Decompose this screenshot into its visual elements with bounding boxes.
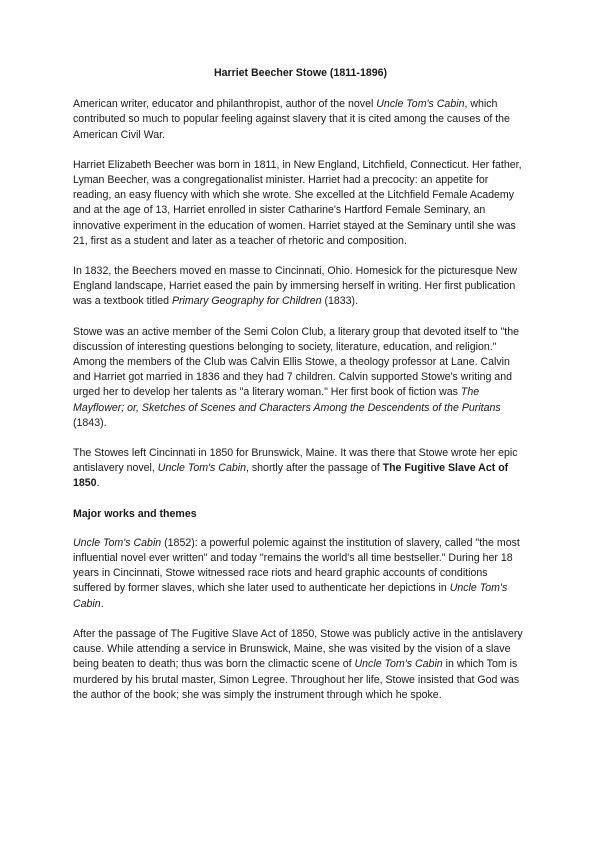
brunswick-paragraph <box>73 446 528 492</box>
club-text-2: (1843). <box>73 416 107 429</box>
biography-paragraph: Harriet Elizabeth Beecher was born in 1811, in New England, Litchfield, Connecticut. Her father, Lyman Beecher, was a congregationalist minister. Harriet had a precocity: an appetite for reading, an easy fluency with which she wrote. She excelled at the Litchfield Female Academy and at the age of 13, Harriet enrolled in sister Catharine's Hartford Female Seminary, an innovative experiment in the education of women. Harriet stayed at the Seminary until she was 21, first as a student and later as a teacher of rhetoric and composition. <box>73 158 522 247</box>
works-text-2: . <box>100 597 104 610</box>
mayflower-title: The Mayflower; or, Sketches of Scenes and Characters Among the Descendents of the Puritans <box>73 386 501 414</box>
cincinnati-text-1: In 1832, the Beechers moved en masse to Cincinnati, Ohio. Homesick for the picturesque New England landscape, Harriet eased the pain by immersing herself in writing. Her first publication was a textbook titled <box>73 265 517 308</box>
semi-colon-club-paragraph <box>73 325 528 431</box>
intro-text-1: American writer, educator and philanthropist, author of the novel <box>73 98 377 111</box>
brunswick-book-title: Uncle Tom's Cabin <box>157 462 246 475</box>
club-text-1: Stowe was an active member of the Semi Colon Club, a literary group that devoted itself to "the discussion of interesting questions belonging to society, literature, education, and religion." Among the members of the Club was Calvin Ellis Stowe, a theology professor at Lane. Calvin and Harriet got married in 1836 and they had 7 children. Calvin supported Stowe's writing and urged her to develop her talents as "a literary woman." Her first book of fiction was <box>73 325 519 399</box>
brunswick-text-1: The Stowes left Cincinnati in 1850 for Brunswick, Maine. It was there that Stowe wrote her epic antislavery novel, <box>73 447 518 475</box>
intro-text-2: , which contributed so much to popular feeling against slavery that it is cited among the causes of the American Civil War. <box>73 98 510 141</box>
textbook-title: Primary Geography for Children <box>171 295 322 308</box>
works-text-1: (1852): a powerful polemic against the institution of slavery, called "the most influential novel ever written" and today "remains the world's all time bestseller." During her 18 years in Cincinnati, Stowe witnessed race riots and heard graphic accounts of conditions suffered by former slaves, which she later used to authenticate her depictions in <box>73 536 520 595</box>
fugitive-slave-act: The Fugitive Slave Act of 1850 <box>73 462 509 490</box>
section-heading: Major works and themes <box>73 507 197 520</box>
cincinnati-paragraph <box>73 264 528 310</box>
antislavery-book-title: Uncle Tom's Cabin <box>354 658 443 671</box>
brunswick-text-2: , shortly after the passage of <box>245 462 383 475</box>
antislavery-text-1: After the passage of The Fugitive Slave Act of 1850, Stowe was publicly active in the antislavery cause. While attending a service in Brunswick, Maine, she was visited by the vision of a slave being beaten to death; thus was born the climactic scene of <box>73 627 523 671</box>
intro-paragraph <box>73 97 528 143</box>
cincinnati-text-2: (1833). <box>321 295 359 308</box>
document-page <box>73 66 528 718</box>
works-book-title-2: Uncle Tom's Cabin <box>73 582 508 610</box>
intro-book-title: Uncle Tom's Cabin <box>376 98 465 111</box>
uncle-toms-cabin-paragraph <box>73 536 528 612</box>
antislavery-text-2: in which Tom is murdered by his brutal master, Simon Legree. Throughout her life, Stowe insisted that God was the author of the book; she was simply the instrument through which he spoke. <box>73 658 520 701</box>
works-book-title-1: Uncle Tom's Cabin <box>73 536 162 549</box>
document-title: Harriet Beecher Stowe (1811-1896) <box>213 67 388 79</box>
antislavery-paragraph <box>73 627 528 703</box>
brunswick-text-3: . <box>96 477 100 490</box>
